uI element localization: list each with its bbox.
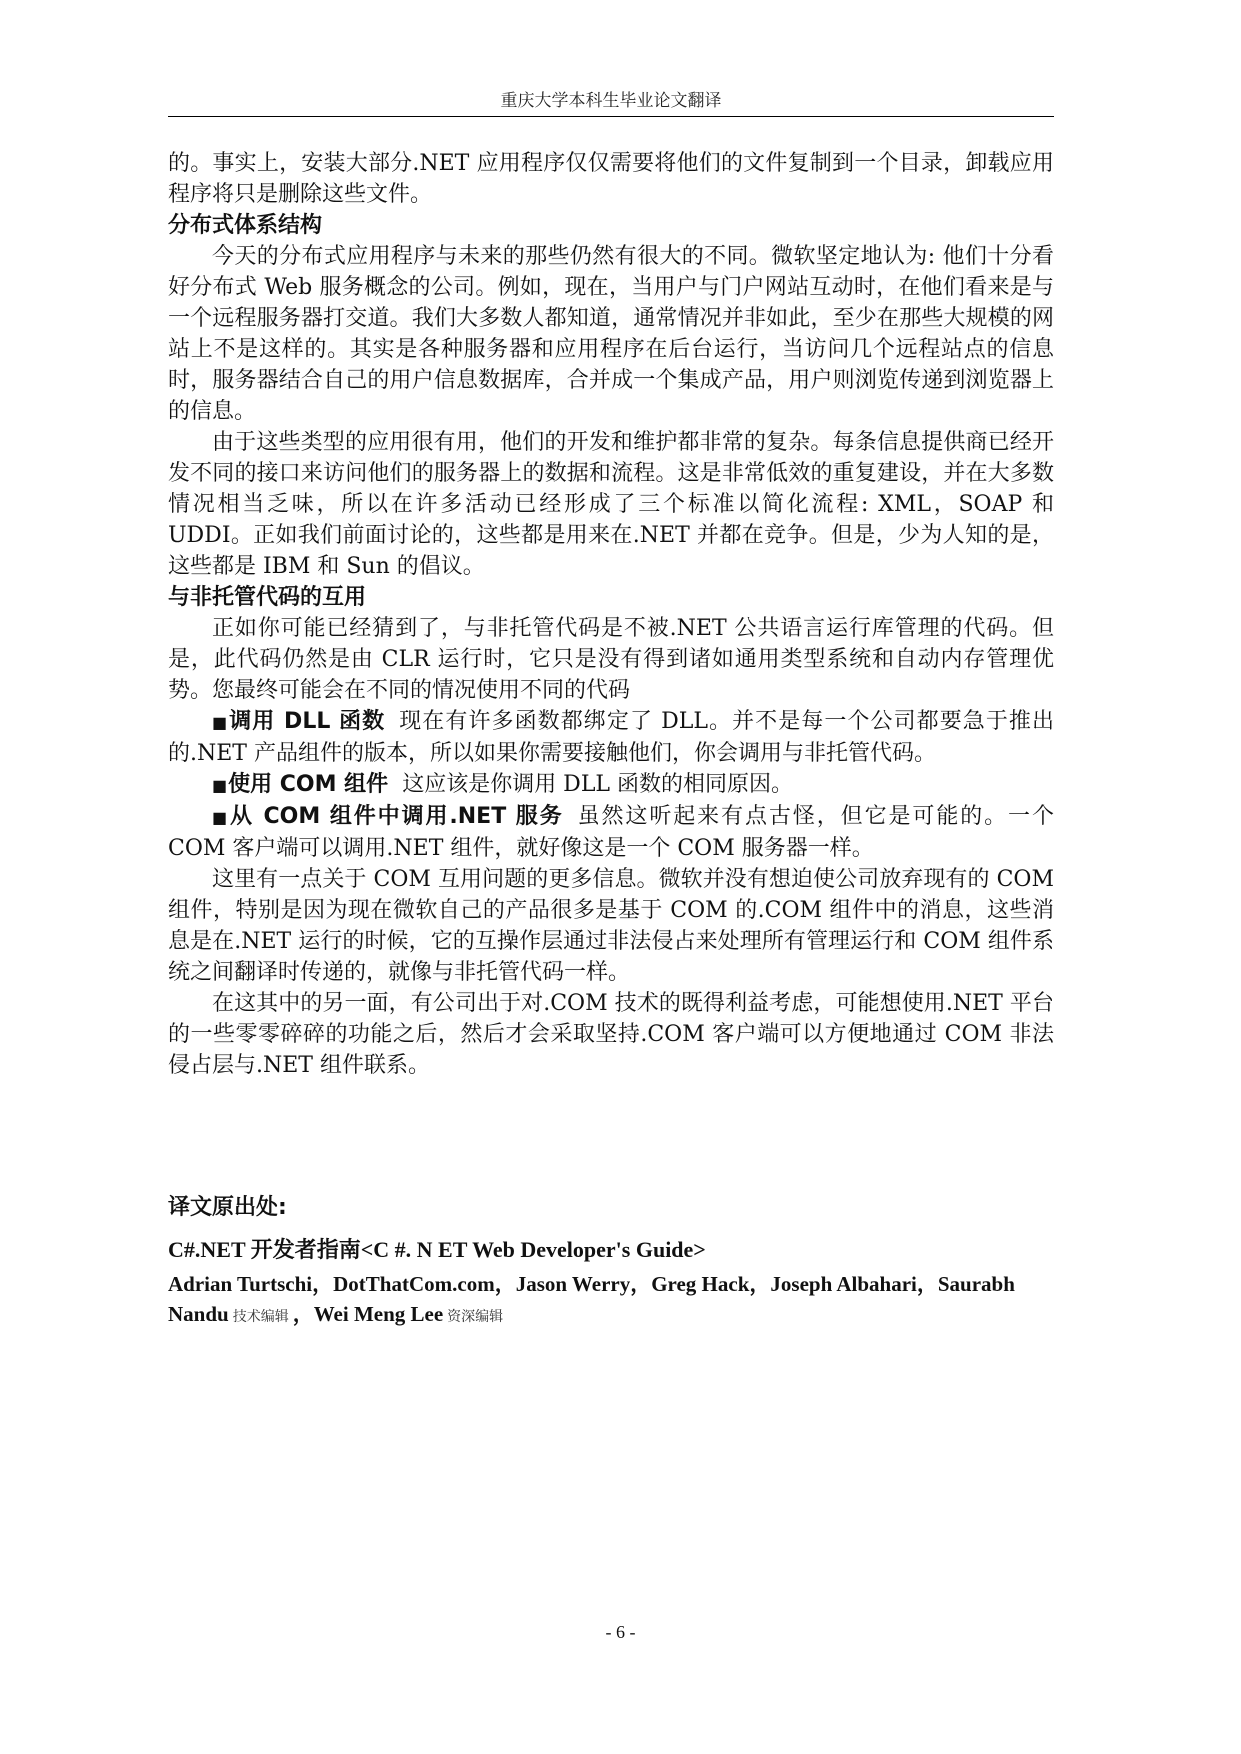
paragraph-intro: 的。事实上，安装大部分.NET 应用程序仅仅需要将他们的文件复制到一个目录，卸载应用程序将只是删除这些文件。 — [168, 151, 1054, 207]
author-name-nandu: Nandu — [168, 1302, 229, 1326]
page-number: - 6 - — [605, 1622, 636, 1642]
section-heading-distributed: 分布式体系结构 — [168, 213, 323, 238]
square-bullet-icon: ■ — [212, 808, 230, 827]
body-text — [168, 148, 1054, 1081]
authors-line-1: Adrian Turtschi，DotThatCom.com，Jason Werry，Greg Hack，Joseph Albahari，Saurabh — [168, 1272, 1015, 1296]
bullet-title: 从 COM 组件中调用.NET 服务 — [230, 804, 564, 829]
bullet-item-com — [168, 769, 1054, 801]
square-bullet-icon: ■ — [212, 713, 229, 732]
role-tech-editor: 技术编辑 — [232, 1309, 289, 1325]
source-section — [168, 1192, 1054, 1332]
bullet-text: 现在有许多函数都绑定了 DLL。并不是每一个公司都要急于推出的.NET 产品组件的版本，所以如果你需要接触他们，你会调用与非托管代码。 — [168, 709, 1054, 766]
paragraph-distributed-2: 由于这些类型的应用很有用，他们的开发和维护都非常的复杂。每条信息提供商已经开发不同的接口来访问他们的服务器上的数据和流程。这是非常低效的重复建设，并在大多数情况相当乏味，所以在许多活动已经形成了三个标准以简化流程: XML，SOAP 和 UDDI。正如我们前面讨论的，这些都是用来在.NET 并都在竞争。但是，少为人知的是，这些都是 IBM 和 Sun 的倡议。 — [168, 430, 1054, 579]
source-book-title: C#.NET 开发者指南<C #. N ET Web Developer's Guide> — [168, 1237, 706, 1262]
paragraph-interop-3: 在这其中的另一面，有公司出于对.COM 技术的既得利益考虑，可能想使用.NET 平台的一些零零碎碎的功能之后，然后才会采取坚持.COM 客户端可以方便地通过 COM 非法侵占层与.NET 组件联系。 — [168, 991, 1054, 1078]
bullet-item-net-service — [168, 801, 1054, 864]
square-bullet-icon: ■ — [212, 776, 228, 795]
role-senior-editor: 资深编辑 — [447, 1309, 504, 1325]
bullet-text: 这应该是你调用 DLL 函数的相同原因。 — [402, 772, 794, 797]
bullet-text: 虽然这听起来有点古怪，但它是可能的。一个 COM 客户端可以调用.NET 组件，就好像这是一个 COM 服务器一样。 — [168, 804, 1054, 861]
author-separator: ， — [292, 1302, 314, 1326]
bullet-item-dll — [168, 706, 1054, 769]
paragraph-interop-2: 这里有一点关于 COM 互用问题的更多信息。微软并没有想迫使公司放弃现有的 COM 组件，特别是因为现在微软自己的产品很多是基于 COM 的.COM 组件中的消息，这些消息是在.NET 运行的时候，它的互操作层通过非法侵占来处理所有管理运行和 COM 组件系统之间翻译时传递的，就像与非托管代码一样。 — [168, 867, 1054, 985]
running-header: 重庆大学本科生毕业论文翻译 — [500, 91, 722, 111]
header-rule — [168, 116, 1054, 117]
author-name-lee: Wei Meng Lee — [313, 1302, 444, 1326]
bullet-title: 调用 DLL 函数 — [229, 709, 386, 734]
section-heading-interop: 与非托管代码的互用 — [168, 585, 367, 610]
bullet-title: 使用 COM 组件 — [228, 772, 389, 797]
paragraph-interop-1: 正如你可能已经猜到了，与非托管代码是不被.NET 公共语言运行库管理的代码。但是，此代码仍然是由 CLR 运行时，它只是没有得到诸如通用类型系统和自动内存管理优势。您最终可能会在不同的情况使用不同的代码 — [168, 616, 1054, 703]
source-heading: 译文原出处: — [168, 1195, 287, 1220]
paragraph-distributed-1: 今天的分布式应用程序与未来的那些仍然有很大的不同。微软坚定地认为: 他们十分看好分布式 Web 服务概念的公司。例如，现在，当用户与门户网站互动时，在他们看来是与一个远程服务器打交道。我们大多数人都知道，通常情况并非如此，至少在那些大规模的网站上不是这样的。其实是各种服务器和应用程序在后台运行，当访问几个远程站点的信息时，服务器结合自己的用户信息数据库，合并成一个集成产品，用户则浏览传递到浏览器上的信息。 — [168, 244, 1054, 424]
source-authors — [168, 1269, 1054, 1332]
